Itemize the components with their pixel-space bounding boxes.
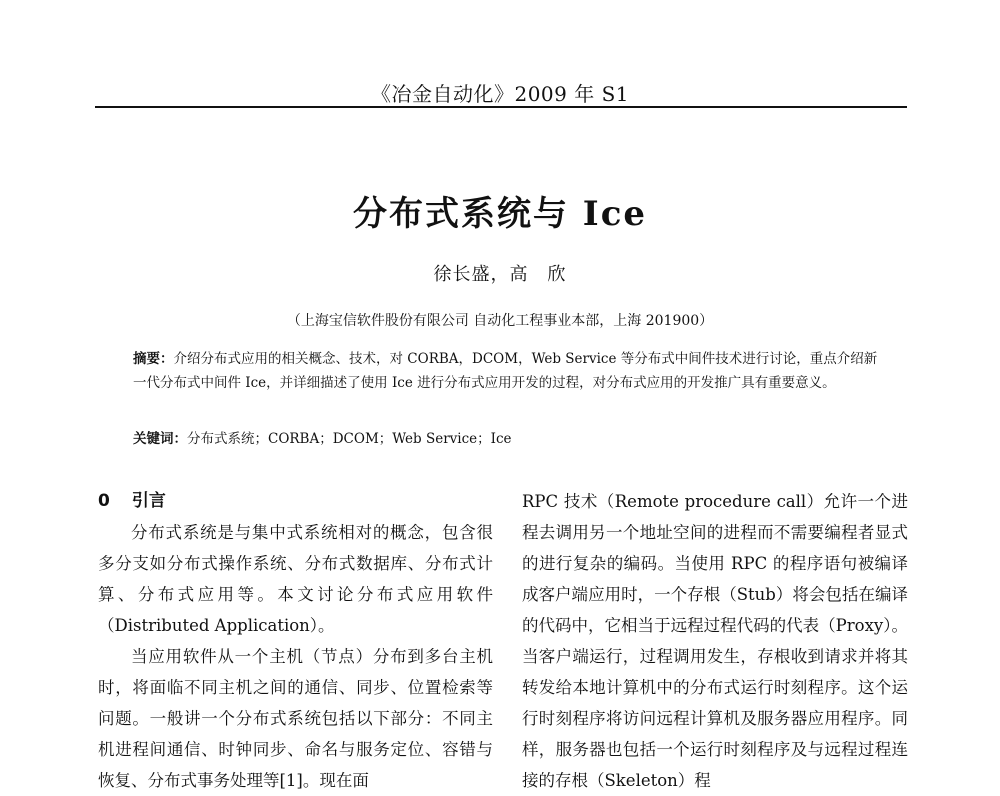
abstract — [133, 347, 883, 395]
left-paragraph-2: 当应用软件从一个主机（节点）分布到多台主机时，将面临不同主机之间的通信、同步、位置检索等问题。一般讲一个分布式系统包括以下部分：不同主机进程间通信、时钟同步、命名与服务定位、容错与恢复、分布式事务处理等[1]。现在面 — [98, 647, 493, 790]
authors: 徐长盛，高 欣 — [433, 264, 567, 285]
abstract-text: 介绍分布式应用的相关概念、技术，对 CORBA，DCOM，Web Service 等分布式中间件技术进行讨论，重点介绍新一代分布式中间件 Ice，并详细描述了使用 Ice 进行分布式应用开发的过程，对分布式应用的开发推广具有重要意义。 — [133, 351, 878, 391]
left-column — [98, 486, 493, 796]
right-paragraph-1: RPC 技术（Remote procedure call）允许一个进程去调用另一个地址空间的进程而不需要编程者显式的进行复杂的编码。当使用 RPC 的程序语句被编译成客户端应用时，一个存根（Stub）将会包括在编译的代码中，它相当于远程过程代码的代表（Proxy）。当客户端运行，过程调用发生，存根收到请求并将其转发给本地计算机中的分布式运行时刻程序。这个运行时刻程序将访问远程计算机及服务器应用程序。同样，服务器也包括一个运行时刻程序及与远程过程连接的存根（Skeleton）程 — [522, 492, 908, 790]
header-rule — [95, 106, 907, 108]
section-heading — [98, 486, 493, 517]
left-paragraph-1: 分布式系统是与集中式系统相对的概念，包含很多分支如分布式操作系统、分布式数据库、分布式计算、分布式应用等。本文讨论分布式应用软件（Distributed Application）。 — [98, 523, 493, 635]
keywords — [133, 428, 883, 450]
section-title: 引言 — [131, 491, 166, 511]
keywords-label: 关键词： — [133, 431, 187, 447]
right-column — [522, 486, 908, 796]
journal-header: 《冶金自动化》2009 年 S1 — [370, 82, 630, 106]
abstract-label: 摘要： — [133, 351, 174, 367]
section-number: 0 — [98, 491, 110, 511]
paper-title: 分布式系统与 Ice — [352, 194, 648, 234]
keywords-text: 分布式系统；CORBA；DCOM；Web Service；Ice — [187, 431, 512, 447]
affiliation: （上海宝信软件股份有限公司 自动化工程事业本部，上海 201900） — [286, 313, 714, 329]
